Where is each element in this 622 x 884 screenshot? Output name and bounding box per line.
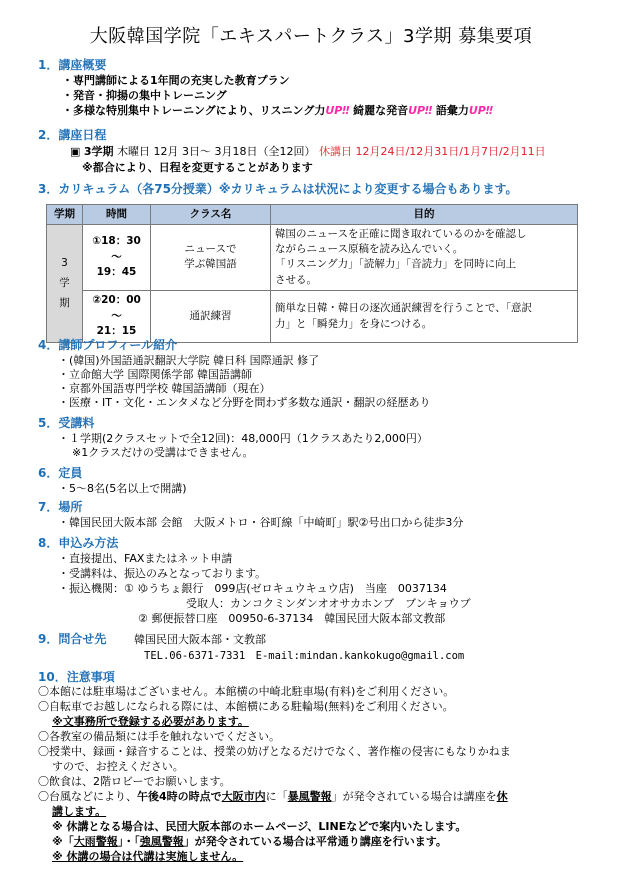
overview-vocabulary: 語彙力 bbox=[435, 104, 469, 117]
table-row bbox=[47, 225, 578, 291]
purpose-cell bbox=[271, 225, 578, 291]
purpose-line: 簡単な日韓・韓日の逐次通訳練習を行うことで、「意訳 bbox=[275, 302, 533, 315]
class-name-line: ニュースで bbox=[184, 242, 237, 255]
notes-line-6: すので、お控えください。 bbox=[52, 760, 184, 773]
table-header-row bbox=[47, 205, 578, 225]
section-heading-instructor: 4．講師プロフィール紹介 bbox=[38, 338, 178, 352]
table-header-time: 時間 bbox=[83, 205, 151, 225]
schedule-dates: 木曜日 12月 3日～ 3月18日（全12回） bbox=[117, 145, 316, 158]
section-heading-curriculum: 3．カリキュラム（各75分授業）※カリキュラムは状況により変更する場合もあります。 bbox=[38, 182, 518, 196]
notes-line-8 bbox=[38, 790, 508, 804]
overview-bullet-3 bbox=[62, 104, 493, 118]
strong-wind-warning: 強風警報 bbox=[139, 835, 184, 848]
purpose-line: 力」と「瞬発力」を身につける。 bbox=[275, 317, 433, 330]
term-cell bbox=[47, 225, 83, 343]
contact-tel-email: TEL.06-6371-7331 E-mail:mindan.kankokugo@gmail.com bbox=[144, 650, 465, 662]
application-line-4: 受取人：カンコクミンダンオオサカホンブ ブンキョウブ bbox=[186, 597, 471, 610]
contact-org: 韓国民団大阪本部・文教部 bbox=[134, 633, 266, 646]
application-line-5: ② 郵便振替口座 00950-6-37134 韓国民団大阪本部文教部 bbox=[138, 612, 446, 625]
notes-line-9: 講します。 bbox=[52, 805, 107, 818]
table-header-class: クラス名 bbox=[151, 205, 271, 225]
instructor-line-4: ・医療・IT・文化・エンタメなど分野を問わず多数な通訳・翻訳の経歴あり bbox=[58, 396, 431, 409]
notes-line-1: 〇本館には駐車場はございません。本館横の中崎北駐車場(有料)をご利用ください。 bbox=[38, 685, 455, 698]
notes-line-2: 〇自転車でお越しになられる際には、本館横にある駐輪場(無料)をご利用ください。 bbox=[38, 700, 454, 713]
overview-bullet-1: ・専門講師による1年間の充実した教育プラン bbox=[62, 74, 290, 87]
time-start: ②20：00～ bbox=[92, 293, 141, 322]
class-cell bbox=[151, 225, 271, 291]
table-header-term: 学期 bbox=[47, 205, 83, 225]
capacity-line: ・5～8名(5名以上で開講) bbox=[58, 482, 187, 495]
typhoon-area: 大阪市内 bbox=[221, 790, 266, 803]
section-heading-location: 7．場所 bbox=[38, 500, 83, 514]
purpose-line: ながらニュース原稿を読み込んでいく。 bbox=[275, 243, 464, 256]
schedule-term: 3学期 bbox=[83, 145, 114, 158]
section-heading-application: 8．申込み方法 bbox=[38, 536, 119, 550]
typhoon-bracket: に「 bbox=[265, 790, 288, 803]
notes-line-12: ※ 休講の場合は代講は実施しません。 bbox=[52, 850, 244, 863]
instructor-line-3: ・京都外国語専門学校 韓国語講師（現在） bbox=[58, 382, 271, 395]
typhoon-time: 午後4時の時点で bbox=[137, 790, 222, 803]
up-bar: ‼ bbox=[342, 104, 350, 117]
class-name-line: 学ぶ韓国語 bbox=[184, 258, 237, 271]
schedule-line bbox=[70, 145, 546, 159]
overview-bullet-3-text: ・多様な特別集中トレーニングにより、リスニング力 bbox=[62, 104, 326, 117]
term-label: 3 学 期 bbox=[59, 256, 70, 309]
section-heading-schedule: 2．講座日程 bbox=[38, 128, 107, 142]
section-heading-notes: 10．注意事項 bbox=[38, 670, 115, 684]
notes-line-4: 〇各教室の備品類には手を触れないでください。 bbox=[38, 730, 280, 743]
application-line-1: ・直接提出、FAXまたはネット申請 bbox=[58, 552, 233, 565]
notes-line-3: ※文事務所で登録する必要があります。 bbox=[52, 715, 249, 728]
typhoon-text: 〇台風などにより、 bbox=[38, 790, 137, 803]
typhoon-text-2: 」が発令されている場合は講座を bbox=[331, 790, 497, 803]
up-badge: UP bbox=[408, 104, 426, 117]
fee-line-1: ・１学期(2クラスセットで全12回)：48,000円（1クラスあたり2,000円） bbox=[58, 432, 428, 445]
fee-line-2: ※1クラスだけの受講はできません。 bbox=[72, 446, 254, 459]
notes-line-5: 〇授業中、録画・録音することは、授業の妨げとなるだけでなく、著作権の侵害にもなりかねま bbox=[38, 745, 511, 758]
location-line: ・韓国民団大阪本部 会館 大阪メトロ・谷町線「中崎町」駅②号出口から徒歩3分 bbox=[58, 516, 464, 529]
purpose-cell bbox=[271, 290, 578, 342]
curriculum-table bbox=[46, 204, 578, 343]
overview-pronunciation: 綺麗な発音 bbox=[353, 104, 409, 117]
schedule-note: ※都合により、日程を変更することがあります bbox=[82, 161, 313, 174]
schedule-holidays: 休講日 12月24日/12月31日/1月7日/2月11日 bbox=[319, 145, 546, 158]
class-cell bbox=[151, 290, 271, 342]
table-header-purpose: 目的 bbox=[271, 205, 578, 225]
warning-bracket: ※「 bbox=[52, 835, 74, 848]
section-heading-fee: 5．受講料 bbox=[38, 416, 95, 430]
application-line-3: ・振込機関：① ゆうちょ銀行 099店(ゼロキュウキュウ店) 当座 0037134 bbox=[58, 582, 447, 595]
time-cell bbox=[83, 225, 151, 291]
time-cell bbox=[83, 290, 151, 342]
up-badge: UP bbox=[325, 104, 343, 117]
purpose-line: させる。 bbox=[275, 273, 317, 286]
section-heading-overview: 1．講座概要 bbox=[38, 58, 107, 72]
class-name-line: 通訳練習 bbox=[189, 309, 232, 322]
instructor-line-1: ・(韓国)外国語通訳翻訳大学院 韓日科 国際通訳 修了 bbox=[58, 354, 320, 367]
time-start: ①18：30～ bbox=[92, 234, 141, 263]
page-title: 大阪韓国学院「エキスパートクラス」3学期 募集要項 bbox=[89, 26, 533, 47]
warning-bracket: 」・「 bbox=[117, 835, 140, 848]
overview-bullet-2: ・発音・抑揚の集中トレーニング bbox=[62, 89, 227, 102]
up-bar: ‼ bbox=[425, 104, 432, 117]
purpose-line: 韓国のニュースを正確に聞き取れているのかを確認し bbox=[275, 228, 527, 240]
purpose-line: 「リスニング力」「読解力」「音読力」を同時に向上 bbox=[275, 258, 517, 271]
warning-text: 」が発令されている場合は平常通り講座を行います。 bbox=[183, 835, 447, 848]
section-heading-contact: 9．問合せ先 bbox=[38, 632, 107, 646]
time-end: 19：45 bbox=[96, 266, 137, 279]
typhoon-storm-warning: 暴風警報 bbox=[287, 790, 332, 803]
up-bar: ‼ bbox=[485, 104, 493, 117]
notes-line-7: 〇飲食は、2階ロビーでお願いします。 bbox=[38, 775, 231, 788]
application-line-2: ・受講料は、振込のみとなっております。 bbox=[58, 567, 267, 580]
up-badge: UP bbox=[468, 104, 486, 117]
square-bullet-icon: ▣ bbox=[70, 145, 81, 158]
notes-line-10: ※ 休講となる場合は、民団大阪本部のホームページ、LINEなどで案内いたします。 bbox=[52, 820, 467, 833]
section-heading-capacity: 6．定員 bbox=[38, 466, 83, 480]
heavy-rain-warning: 大雨警報 bbox=[73, 835, 118, 848]
typhoon-cancel: 休 bbox=[496, 790, 508, 803]
time-end: 21：15 bbox=[96, 325, 137, 338]
instructor-line-2: ・立命館大学 国際関係学部 韓国語講師 bbox=[58, 368, 252, 381]
notes-line-11 bbox=[52, 835, 447, 849]
table-row bbox=[47, 290, 578, 342]
